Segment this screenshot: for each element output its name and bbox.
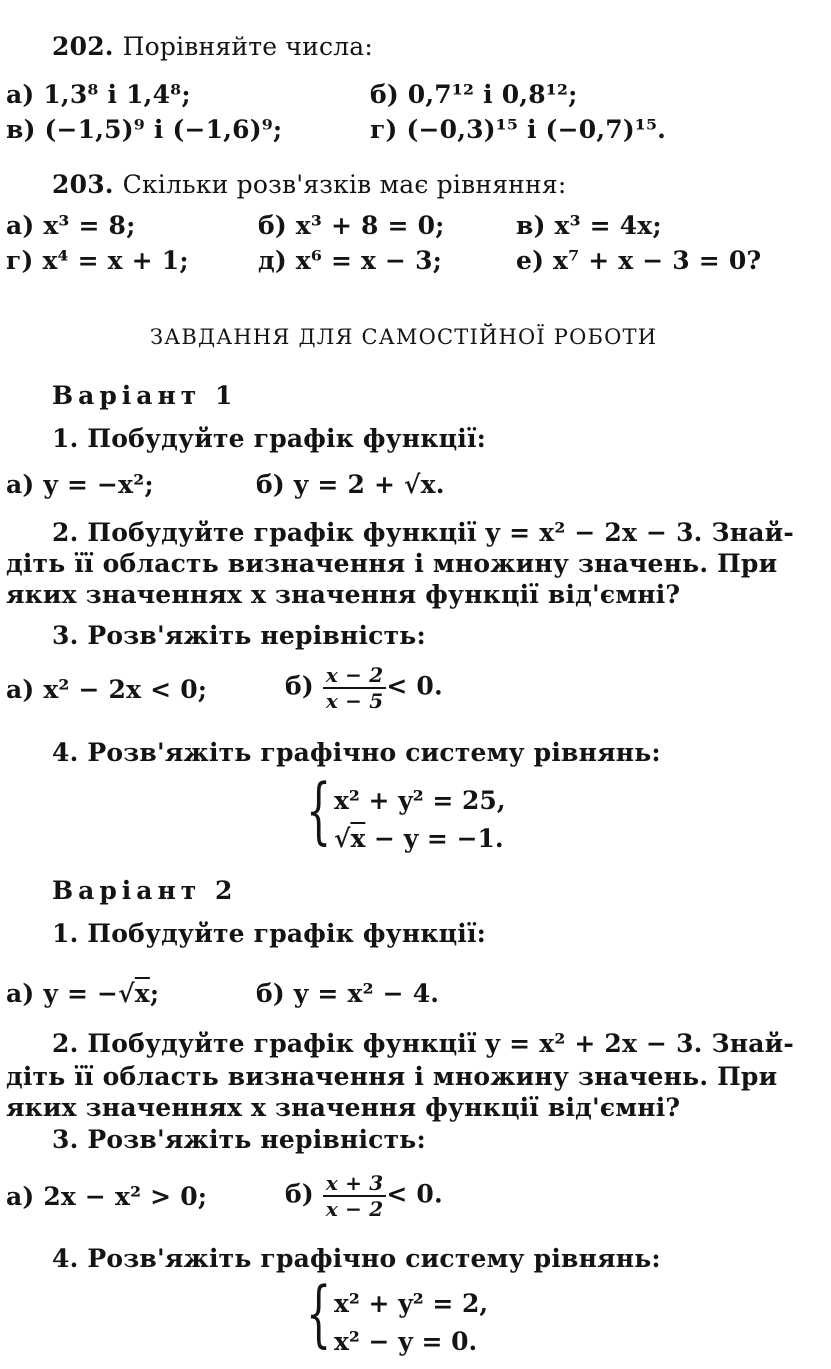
v2-task1-a: а) y = −√x; — [6, 979, 160, 1008]
variant-1-title: Варіант 1 — [52, 381, 238, 410]
v1-task2-line3: яких значеннях x значення функції від'ємні? — [6, 580, 681, 609]
v2-task2-line3: яких значеннях x значення функції від'ємні? — [6, 1093, 681, 1122]
v1-fraction-denominator: x − 5 — [325, 689, 384, 713]
v2-task1: 1. Побудуйте графік функції: — [52, 919, 487, 948]
v1-fraction — [323, 664, 387, 712]
v1-task3: 3. Розв'яжіть нерівність: — [52, 621, 426, 650]
v1-task2-line1: 2. Побудуйте графік функції y = x² − 2x − 3. Знай- — [52, 518, 794, 547]
v1-task3-b: б) $\frac{x - 2}{x - 5}$ < 0. — [285, 663, 443, 713]
problem-203-d: д) x⁶ = x − 3; — [258, 246, 443, 275]
v1-task1-b: б) y = 2 + √x. — [256, 470, 445, 499]
problem-203-e: е) x⁷ + x − 3 = 0? — [516, 246, 762, 275]
problem-202-v: в) (−1,5)⁹ і (−1,6)⁹; — [6, 115, 283, 144]
problem-203-b: б) x³ + 8 = 0; — [258, 211, 445, 240]
v2-task1-b: б) y = x² − 4. — [256, 979, 440, 1008]
variant-2-title: Варіант 2 — [52, 876, 238, 905]
v2-system-eq2: x² − y = 0. — [334, 1327, 478, 1356]
v1-task1: 1. Побудуйте графік функції: — [52, 424, 487, 453]
v2-system-eq1: x² + y² = 2, — [334, 1289, 489, 1318]
v2-task2-line1: 2. Побудуйте графік функції y = x² + 2x − 3. Знай- — [52, 1029, 794, 1058]
v1-system — [306, 768, 566, 860]
v2-system-brace: { — [306, 1271, 332, 1355]
v1-task1-a: а) y = −x²; — [6, 470, 154, 499]
problem-203-v: в) x³ = 4x; — [516, 211, 662, 240]
v1-system-brace: { — [306, 768, 332, 852]
v2-task4: 4. Розв'яжіть графічно систему рівнянь: — [52, 1244, 661, 1273]
v1-task3-a: а) x² − 2x < 0; — [6, 675, 208, 704]
v1-task2-line2: діть її область визначення і множину значень. При — [6, 549, 778, 578]
v2-fraction-denominator: x − 2 — [325, 1197, 384, 1221]
v2-task3: 3. Розв'яжіть нерівність: — [52, 1125, 426, 1154]
v2-fraction-numerator: x + 3 — [323, 1172, 387, 1197]
v2-task3-a: а) 2x − x² > 0; — [6, 1182, 208, 1211]
v1-system-eq2: √x − y = −1. — [334, 824, 504, 853]
v2-task3-b: б) $\frac{x + 3}{x - 2}$ < 0. — [285, 1171, 443, 1221]
problem-203-title: 203. Скільки розв'язків має рівняння: — [52, 170, 567, 199]
v1-task4: 4. Розв'яжіть графічно систему рівнянь: — [52, 738, 661, 767]
problem-203-a: а) x³ = 8; — [6, 211, 136, 240]
v1-system-eq1: x² + y² = 25, — [334, 786, 506, 815]
v2-system — [306, 1271, 566, 1363]
v2-fraction — [323, 1172, 387, 1220]
section-heading: ЗАВДАННЯ ДЛЯ САМОСТІЙНОЇ РОБОТИ — [150, 325, 658, 349]
problem-202-g: г) (−0,3)¹⁵ і (−0,7)¹⁵. — [370, 115, 667, 144]
v1-fraction-numerator: x − 2 — [323, 664, 387, 689]
problem-202-title: 202. Порівняйте числа: — [52, 32, 374, 61]
problem-202-b: б) 0,7¹² і 0,8¹²; — [370, 80, 578, 109]
problem-203-g: г) x⁴ = x + 1; — [6, 246, 189, 275]
v2-task2-line2: діть її область визначення і множину значень. При — [6, 1062, 778, 1091]
problem-202-a: а) 1,3⁸ і 1,4⁸; — [6, 80, 191, 109]
